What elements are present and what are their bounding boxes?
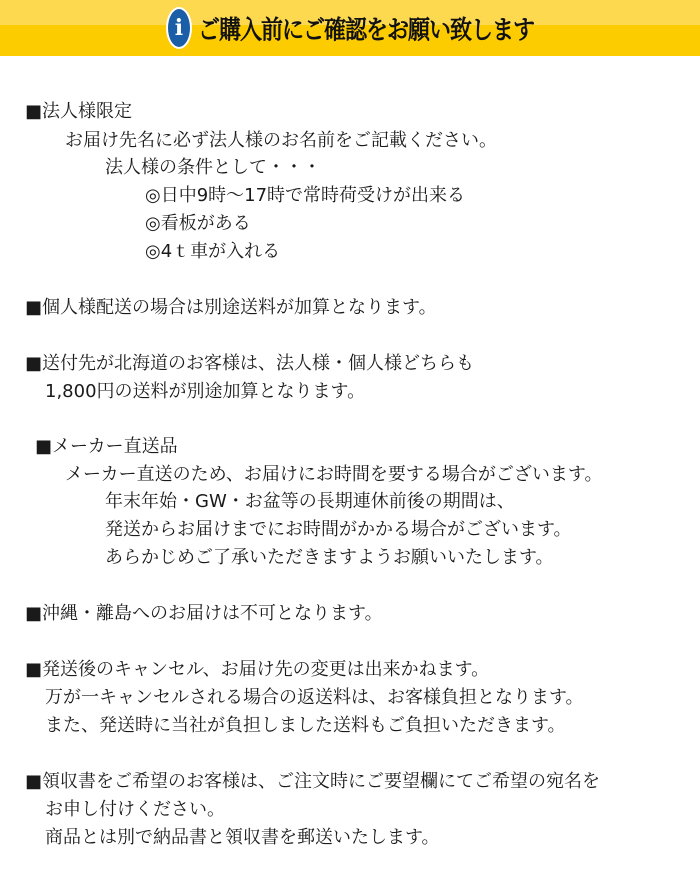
condition-item: ◎看板がある [145,213,251,234]
notice-line: お届け先名に必ず法人様のお名前をご記載ください。 [65,130,497,151]
section-heading-corporate: ■法人様限定 [25,101,133,122]
section-heading-individual: ■個人様配送の場合は別途送料が加算となります。 [25,297,437,318]
section-heading-receipt: ■領収書をご希望のお客様は、ご注文時にご要望欄にてご希望の宛名を [25,771,601,792]
notice-line: あらかじめご了承いただきますようお願いいたします。 [105,547,554,568]
notice-line: 商品とは別で納品書と領収書を郵送いたします。 [45,827,440,848]
section-heading-okinawa: ■沖縄・離島へのお届けは不可となります。 [25,603,383,624]
banner-title: ご購入前にご確認をお願い致します [197,15,534,45]
section-heading-direct-shipping: ■メーカー直送品 [35,436,178,457]
notice-line: 万が一キャンセルされる場合の返送料は、お客様負担となります。 [45,687,584,708]
notice-line: 年末年始・GW・お盆等の長期連休前後の期間は、 [105,491,515,512]
section-heading-hokkaido: ■送付先が北海道のお客様は、法人様・個人様どちらも [25,353,475,374]
notice-line: 1,800円の送料が別途加算となります。 [45,381,366,402]
condition-item: ◎4ｔ車が入れる [145,241,281,262]
notice-line: 発送からお届けまでにお時間がかかる場合がございます。 [105,519,572,540]
section-heading-cancel: ■発送後のキャンセル、お届け先の変更は出来かねます。 [25,659,490,680]
notice-line: メーカー直送のため、お届けにお時間を要する場合がございます。 [65,464,603,485]
notice-line: また、発送時に当社が負担しました送料もご負担いただきます。 [45,715,566,736]
notice-banner [0,0,700,56]
notice-line: 法人様の条件として・・・ [105,157,321,178]
info-icon: i [166,7,192,49]
condition-item: ◎日中9時〜17時で常時荷受けが出来る [145,185,466,206]
notice-line: お申し付けください。 [45,799,225,820]
